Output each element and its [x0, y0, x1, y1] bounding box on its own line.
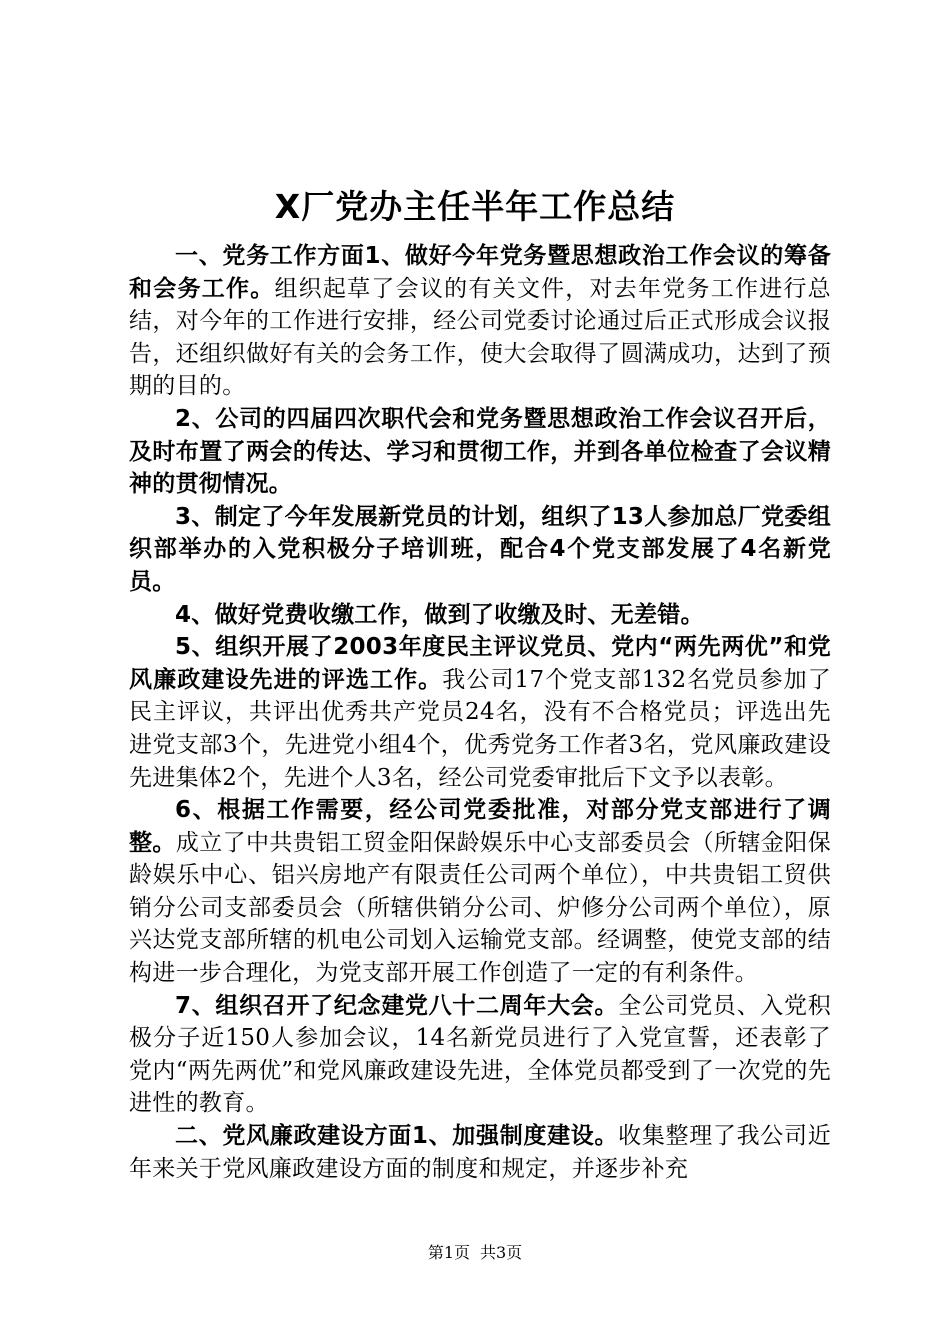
page-footer [0, 1242, 950, 1264]
paragraph-lead: 二、党风廉政建设方面1、加强制度建设。 [175, 1123, 619, 1150]
page-number: 第1页 [427, 1243, 470, 1262]
paragraph-lead: 3、制定了今年发展新党员的计划，组织了13人参加总厂党委组织部举办的入党积极分子培训班，配合4个党支部发展了4名新党员。 [129, 503, 831, 595]
paragraph-text: 收集整理了我公司近年来关于党风廉政建设方面的制度和规定，并逐步补充 [129, 1123, 831, 1182]
paragraph-8 [129, 1120, 831, 1185]
page-total: 共3页 [480, 1243, 523, 1262]
paragraph-lead: 2、公司的四届四次职代会和党务暨思想政治工作会议召开后，及时布置了两会的传达、学习和贯彻工作，并到各单位检查了会议精神的贯彻情况。 [129, 405, 831, 498]
document-title: X厂党办主任半年工作总结 [274, 187, 676, 226]
paragraph-6 [129, 794, 831, 990]
paragraph-lead: 6、根据工作需要，经公司党委批准，对部分党支部进行了调整。 [129, 797, 831, 856]
paragraph-5 [129, 631, 831, 794]
paragraph-text: 成立了中共贵铝工贸金阳保龄娱乐中心支部委员会（所辖金阳保龄娱乐中心、铝兴房地产有限责任公司两个单位），中共贵铝工贸供销分公司支部委员会（所辖供销分公司、炉修分公司两个单位），原兴达党支部所辖的机电公司划入运输党支部。经调整，使党支部的结构进一步合理化，为党支部开展工作创造了一定的有利条件。 [129, 829, 831, 987]
paragraph-text: 组织起草了会议的有关文件，对去年党务工作进行总结，对今年的工作进行安排，经公司党委讨论通过后正式形成会议报告，还组织做好有关的会务工作，使大会取得了圆满成功，达到了预期的目的。 [129, 275, 831, 400]
paragraph-lead: 5、组织开展了2003年度民主评议党员、党内“两先两优”和党风廉政建设先进的评选工作。 [129, 634, 831, 693]
document-body [129, 240, 831, 1185]
paragraph-2 [129, 403, 831, 501]
paragraph-4 [129, 599, 831, 632]
paragraph-text: 全公司党员、入党积极分子近150人参加会议，14名新党员进行了入党宣誓，还表彰了党内“两先两优”和党风廉政建设先进，全体党员都受到了一次党的先进性的教育。 [129, 992, 831, 1117]
paragraph-3 [129, 501, 831, 599]
paragraph-text: 我公司17个党支部132名党员参加了民主评议，共评出优秀共产党员24名，没有不合格党员；评选出先进党支部3个，先进党小组4个，优秀党务工作者3名，党风廉政建设先进集体2个，先进个人3名，经公司党委审批后下文予以表彰。 [129, 666, 831, 791]
paragraph-7 [129, 990, 831, 1120]
paragraph-lead: 一、党务工作方面1、做好今年党务暨思想政治工作会议的筹备和会务工作。 [129, 243, 831, 302]
paragraph-lead: 7、组织召开了纪念建党八十二周年大会。 [175, 992, 619, 1019]
paragraph-1 [129, 240, 831, 403]
paragraph-lead: 4、做好党费收缴工作，做到了收缴及时、无差错。 [175, 601, 704, 628]
